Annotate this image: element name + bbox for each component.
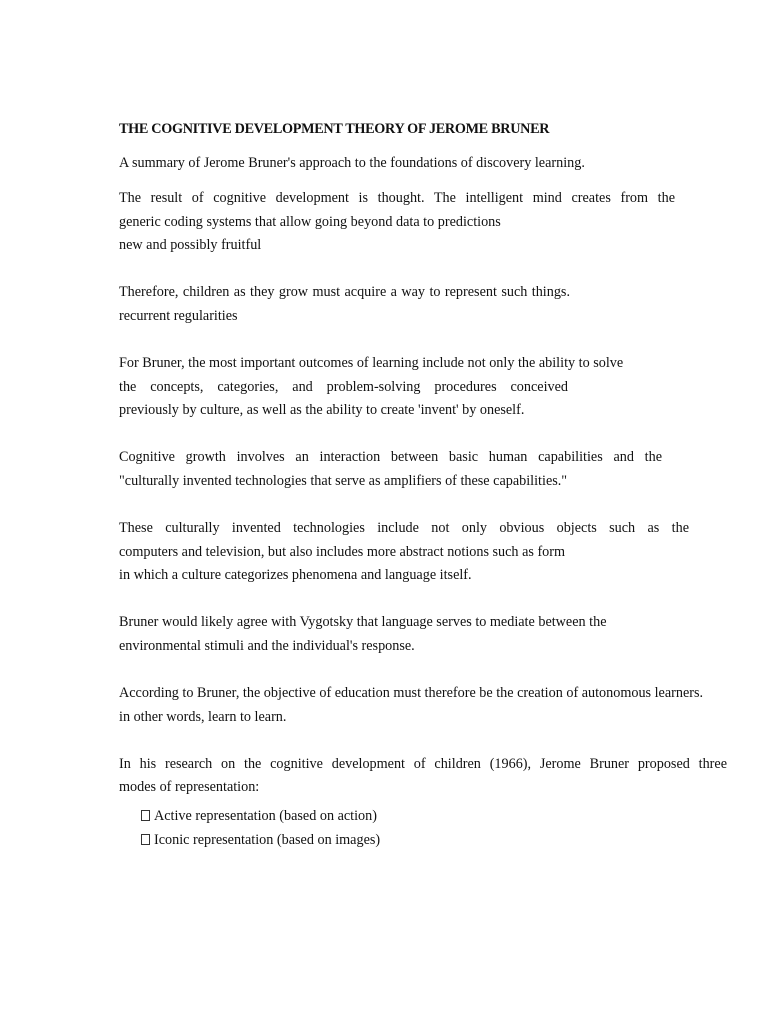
paragraph-line: environmental stimuli and the individual's response. <box>119 637 415 654</box>
paragraph-line: in which a culture categorizes phenomena and language itself. <box>119 567 472 584</box>
paragraph-line: the concepts, categories, and problem-solving procedures conceived <box>119 378 568 395</box>
paragraph-line: generic coding systems that allow going beyond data to predictions <box>119 213 501 230</box>
paragraph-line: The result of cognitive development is thought. The intelligent mind creates from the <box>119 190 675 206</box>
paragraph-line: In his research on the cognitive development of children (1966), Jerome Bruner proposed three <box>119 755 727 772</box>
list-item-text: Active representation (based on action) <box>154 807 377 824</box>
paragraph-learning-outcomes <box>119 352 747 423</box>
paragraph-line: modes of representation: <box>119 779 260 796</box>
paragraph-cognitive-growth <box>119 446 747 493</box>
paragraph-line: recurrent regularities <box>119 307 238 324</box>
representation-modes-list <box>141 804 747 852</box>
missing-glyph-bullet-icon <box>141 834 150 845</box>
list-item-text: Iconic representation (based on images) <box>154 831 381 848</box>
paragraph-line: previously by culture, as well as the ability to create 'invent' by oneself. <box>119 402 525 419</box>
paragraph-line: Bruner would likely agree with Vygotsky that language serves to mediate between the <box>119 614 607 631</box>
paragraph-research <box>119 753 747 800</box>
paragraph-line: "culturally invented technologies that serve as amplifiers of these capabilities." <box>119 472 568 489</box>
missing-glyph-bullet-icon <box>141 810 150 821</box>
paragraph-line: These culturally invented technologies include not only obvious objects such as the <box>119 519 689 536</box>
paragraph-representation <box>119 281 747 328</box>
document-title: THE COGNITIVE DEVELOPMENT THEORY OF JEROME BRUNER <box>119 121 550 137</box>
paragraph-line: in other words, learn to learn. <box>119 708 287 725</box>
list-item <box>141 804 747 828</box>
document-subtitle: A summary of Jerome Bruner's approach to the foundations of discovery learning. <box>119 155 585 171</box>
document-page <box>119 119 747 852</box>
paragraph-line: Cognitive growth involves an interaction between basic human capabilities and the <box>119 449 662 466</box>
paragraph-vygotsky <box>119 611 747 658</box>
paragraph-education-objective <box>119 682 747 729</box>
paragraph-invented-technologies <box>119 517 747 588</box>
paragraph-cognitive-result <box>119 187 747 258</box>
paragraph-line: Therefore, children as they grow must acquire a way to represent such things. <box>119 284 570 301</box>
paragraph-line: For Bruner, the most important outcomes of learning include not only the ability to solve <box>119 354 624 371</box>
paragraph-line: According to Bruner, the objective of education must therefore be the creation of autonomous learners. <box>119 684 704 701</box>
paragraph-line: computers and television, but also includes more abstract notions such as form <box>119 543 566 560</box>
list-item <box>141 828 747 852</box>
paragraph-line: new and possibly fruitful <box>119 237 262 254</box>
